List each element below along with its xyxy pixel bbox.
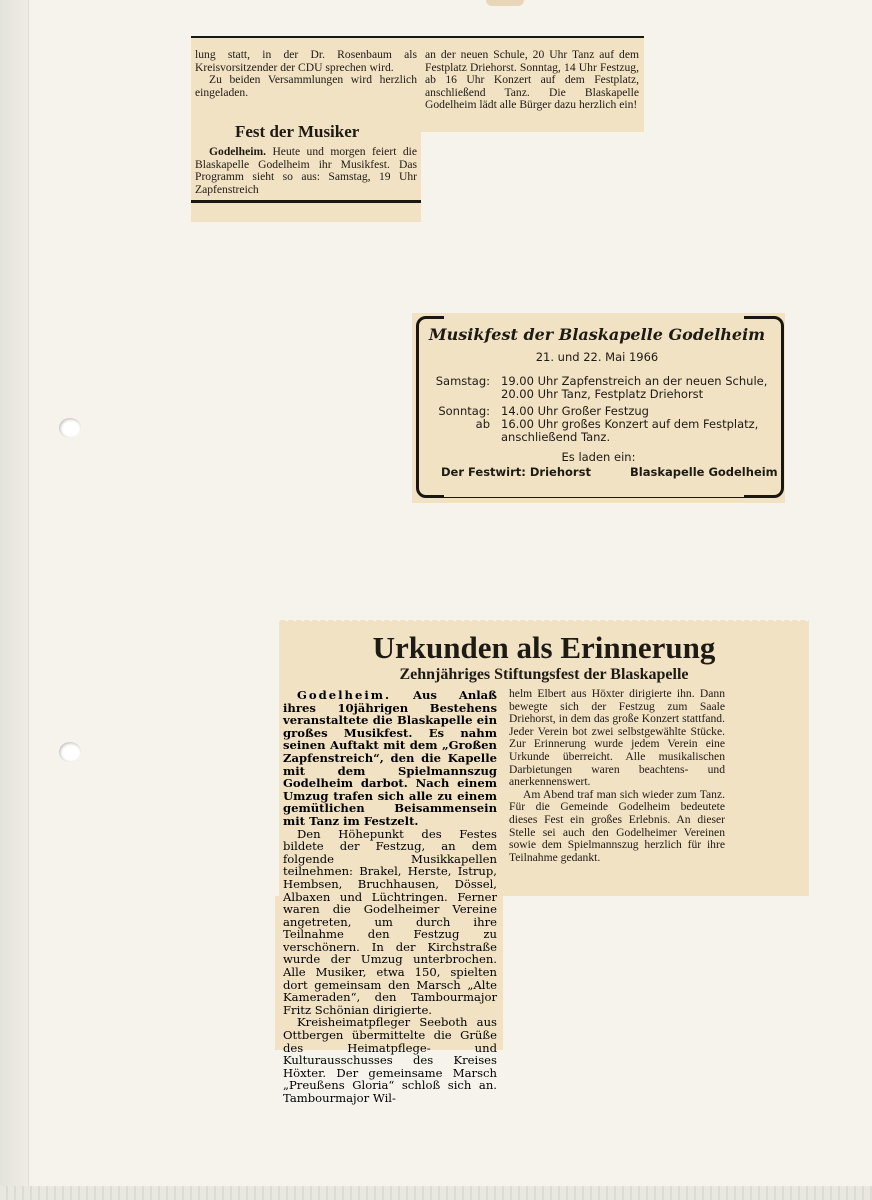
ad-date: 21. und 22. Mai 1966 <box>535 350 659 364</box>
clipping-1-article <box>195 146 417 196</box>
bottom-rule <box>191 200 421 203</box>
clipping-musikfest-ad <box>412 313 785 503</box>
sunday-line-1: 14.00 Uhr Großer Festzug <box>501 404 649 418</box>
border-gap <box>444 489 744 497</box>
paragraph: an der neuen Schule, 20 Uhr Tanz auf dem Festplatz Driehorst. Sonntag, 14 Uhr Festzug, ab 16 Uhr Konzert auf dem Festplatz, anschließend Tanz. Die Blaskapelle Godelheim lädt alle Bürger dazu herzlich ein! <box>425 48 639 112</box>
binder-edge <box>0 0 29 1200</box>
paragraph: Am Abend traf man sich wieder zum Tanz. Für die Gemeinde Godelheim bedeutete dieses Fest ein großes Erlebnis. An dieser Stelle sei auch den Godelheimer Vereinen sowie dem Spielmannszug herzlich für ihre Teilnahme gedankt. <box>509 787 725 864</box>
invite-line: Es laden ein: <box>561 450 636 464</box>
clipping-1-right-column <box>425 49 639 112</box>
top-rule <box>421 36 644 38</box>
left-column <box>283 689 497 1105</box>
host-festwirt: Der Festwirt: Driehorst <box>441 465 591 479</box>
paragraph: helm Elbert aus Höxter dirigierte ihn. Dann bewegte sich der Festzug zum Saale Driehorst, in dem das große Konzert stattfand. Jeder Verein bot zwei selbstgewählte Stücke. Zur Erinnerung wurde jedem Verein eine Urkunde überreicht. Alle musikalischen Darbietungen waren beachtens- und anerkennenswert. <box>509 687 725 789</box>
clipping-1-left-paper <box>191 36 421 222</box>
host-blaskapelle: Blaskapelle Godelheim <box>630 465 778 479</box>
dateline: Godelheim. <box>297 688 392 702</box>
article-body: Heute und morgen feiert die Blaskapelle Godelheim ihr Musikfest. Das Programm sieht so aus: Samstag, 19 Uhr Zapfenstreich <box>195 145 417 196</box>
punch-hole-upper <box>59 418 81 438</box>
paper-tab <box>486 0 524 6</box>
top-rule <box>191 36 421 38</box>
saturday-line-2: 20.00 Uhr Tanz, Festplatz Driehorst <box>501 387 704 401</box>
punch-hole-lower <box>59 742 81 762</box>
border-gap <box>444 313 744 321</box>
saturday-line-1: 19.00 Uhr Zapfenstreich an der neuen Schule, <box>501 374 768 388</box>
paragraph: lung statt, in der Dr. Rosenbaum als Kreisvorsitzender der CDU sprechen wird. <box>195 48 417 74</box>
subheadline: Zehnjähriges Stiftungsfest der Blaskapelle <box>399 666 689 683</box>
clipping-1-left-column <box>195 49 417 99</box>
ab-label: ab <box>475 417 490 431</box>
dateline: Godelheim. <box>209 145 267 158</box>
right-column <box>509 688 725 864</box>
ad-title: Musikfest der Blaskapelle Godelheim <box>428 325 766 344</box>
saturday-label: Samstag: <box>435 374 490 388</box>
sheet-bottom-edge <box>0 1186 872 1200</box>
paragraph: Kreisheimatpfleger Seeboth aus Ottbergen übermittelte die Grüße des Heimatpflege- und Kulturausschusses des Kreises Höxter. Der gemeinsame Marsch „Preußens Gloria“ schloß sich an. Tambourmajor Wil- <box>283 1015 497 1105</box>
sunday-label: Sonntag: <box>438 404 490 418</box>
sunday-line-2: 16.00 Uhr großes Konzert auf dem Festplatz, <box>501 417 759 431</box>
paragraph: Den Höhepunkt des Festes bildete der Festzug, an dem folgende Musikkapellen teilnehmen: Brakel, Herste, Istrup, Hembsen, Bruchhausen, Dössel, Albaxen und Lüchtringen. Ferner waren die Godelheimer Vereine angetreten, um durch ihre Teilnahme den Festzug zu verschönern. In der Kirchstraße wurde der Umzug unterbrochen. Alle Musiker, etwa 150, spielten dort gemeinsam den Marsch „Alte Kameraden“, den Tambourmajor Fritz Schönian dirigierte. <box>283 826 497 1017</box>
lead-paragraph: Aus Anlaß ihres 10jährigen Bestehens veranstaltete die Blaskapelle ein großes Musikfest. Es nahm seinen Auftakt mit dem „Großen Zapfenstreich“, den die Kapelle mit dem Spielmannszug Godelheim darbot. Nach einem Umzug trafen sich alle zu einem gemütlichen Beisammensein mit Tanz im Festzelt. <box>283 688 497 828</box>
torn-edge <box>279 616 809 624</box>
paragraph: Zu beiden Versammlungen wird herzlich eingeladen. <box>195 73 417 99</box>
headline: Urkunden als Erinnerung <box>372 630 716 665</box>
headline: Fest der Musiker <box>235 122 360 141</box>
clipping-1-right-paper <box>421 36 644 132</box>
sunday-line-3: anschließend Tanz. <box>501 430 611 444</box>
